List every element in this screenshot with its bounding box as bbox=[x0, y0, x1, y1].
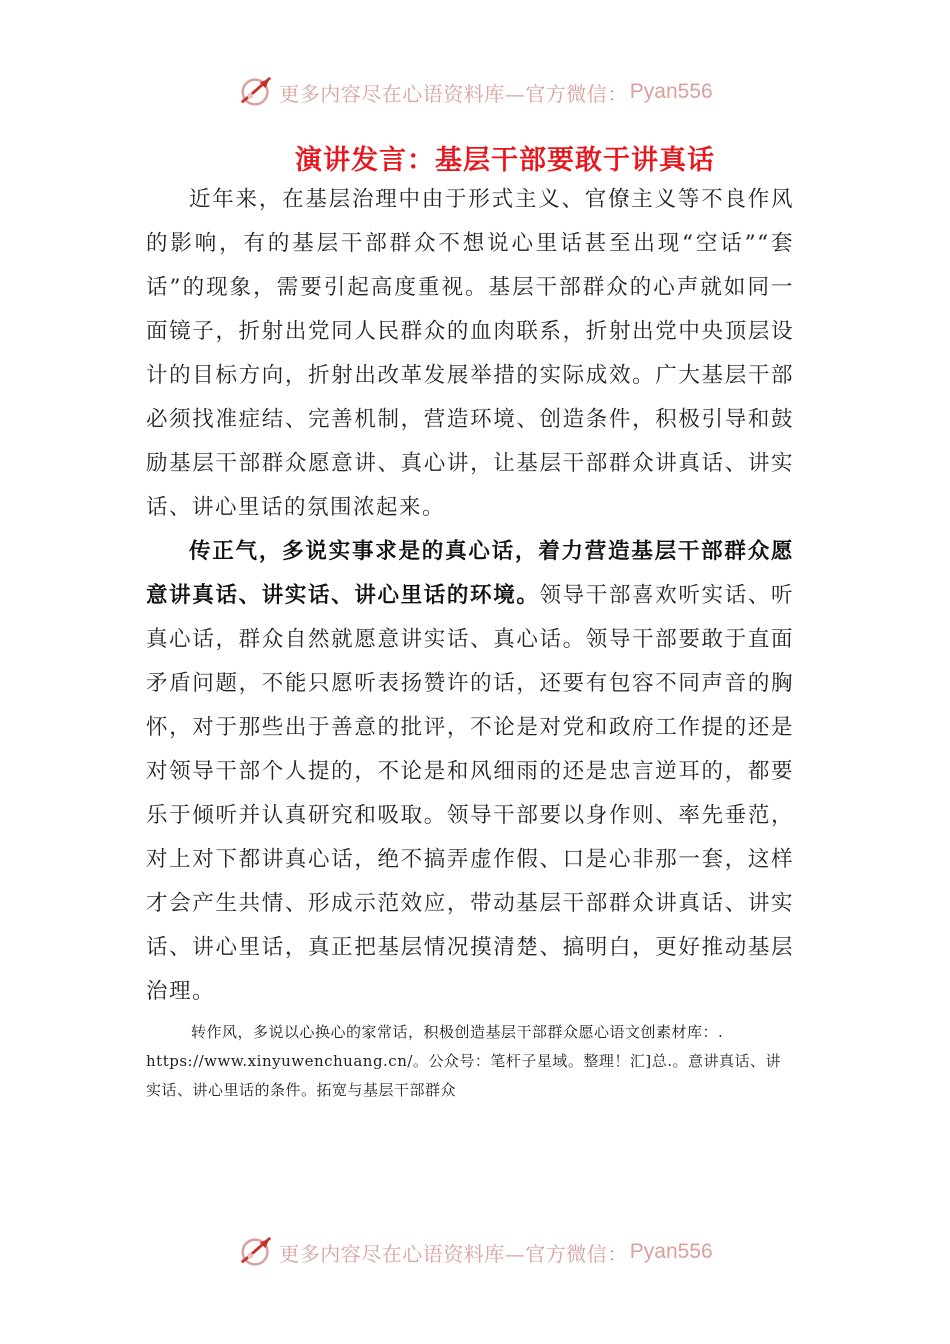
footer-wechat-id: Pyan556 bbox=[629, 1240, 713, 1263]
document-note bbox=[146, 1018, 786, 1105]
document-title: 演讲发言：基层干部要敢于讲真话 bbox=[295, 145, 715, 176]
footer-banner bbox=[0, 1232, 950, 1272]
paragraph-2-lead: 传正气，多说实事求是的真心话，着力营造基层干部群众愿意讲真话、讲实话、讲心里话的环境。 bbox=[146, 539, 794, 608]
paragraph-2-text: 领导干部喜欢听实话、听真心话，群众自然就愿意讲实话、真心话。领导干部要敢于直面矛盾问题，不能只愿听表扬赞许的话，还要有包容不同声音的胸怀，对于那些出于善意的批评，不论是对党和政府工作提的还是对领导干部个人提的，不论是和风细雨的还是忠言逆耳的，都要乐于倾听并认真研究和吸取。领导干部要以身作则、率先垂范，对上对下都讲真心话，绝不搞弄虚作假、口是心非那一套，这样才会产生共情、形成示范效应，带动基层干部群众讲真话、讲实话、讲心里话，真正把基层情况摸清楚、搞明白，更好推动基层治理。 bbox=[146, 583, 794, 1004]
paragraph-1 bbox=[146, 178, 794, 530]
pen-logo-icon bbox=[237, 73, 275, 111]
footer-banner-text: 更多内容尽在心语资料库—官方微信： bbox=[279, 1241, 628, 1266]
header-banner bbox=[0, 72, 950, 112]
header-banner-text: 更多内容尽在心语资料库—官方微信： bbox=[279, 81, 628, 106]
paragraph-2 bbox=[146, 530, 794, 1014]
pen-logo-icon bbox=[237, 1233, 275, 1271]
paragraph-1-text: 近年来，在基层治理中由于形式主义、官僚主义等不良作风的影响，有的基层干部群众不想说心里话甚至出现“空话”“套话”的现象，需要引起高度重视。基层干部群众的心声就如同一面镜子，折射出党同人民群众的血肉联系，折射出党中央顶层设计的目标方向，折射出改革发展举措的实际成效。广大基层干部必须找准症结、完善机制，营造环境、创造条件，积极引导和鼓励基层干部群众愿意讲、真心讲，让基层干部群众讲真话、讲实话、讲心里话的氛围浓起来。 bbox=[146, 187, 794, 520]
header-wechat-id: Pyan556 bbox=[629, 80, 713, 103]
document-body bbox=[146, 178, 794, 1014]
note-text: 转作风，多说以心换心的家常话，积极创造基层干部群众愿心语文创素材库：. https://www.xinyuwenchuang.cn/。公众号：笔杆子星域。整理！汇]总.。意讲真话、讲实话、讲心里话的条件。拓宽与基层干部群众 bbox=[146, 1023, 782, 1099]
